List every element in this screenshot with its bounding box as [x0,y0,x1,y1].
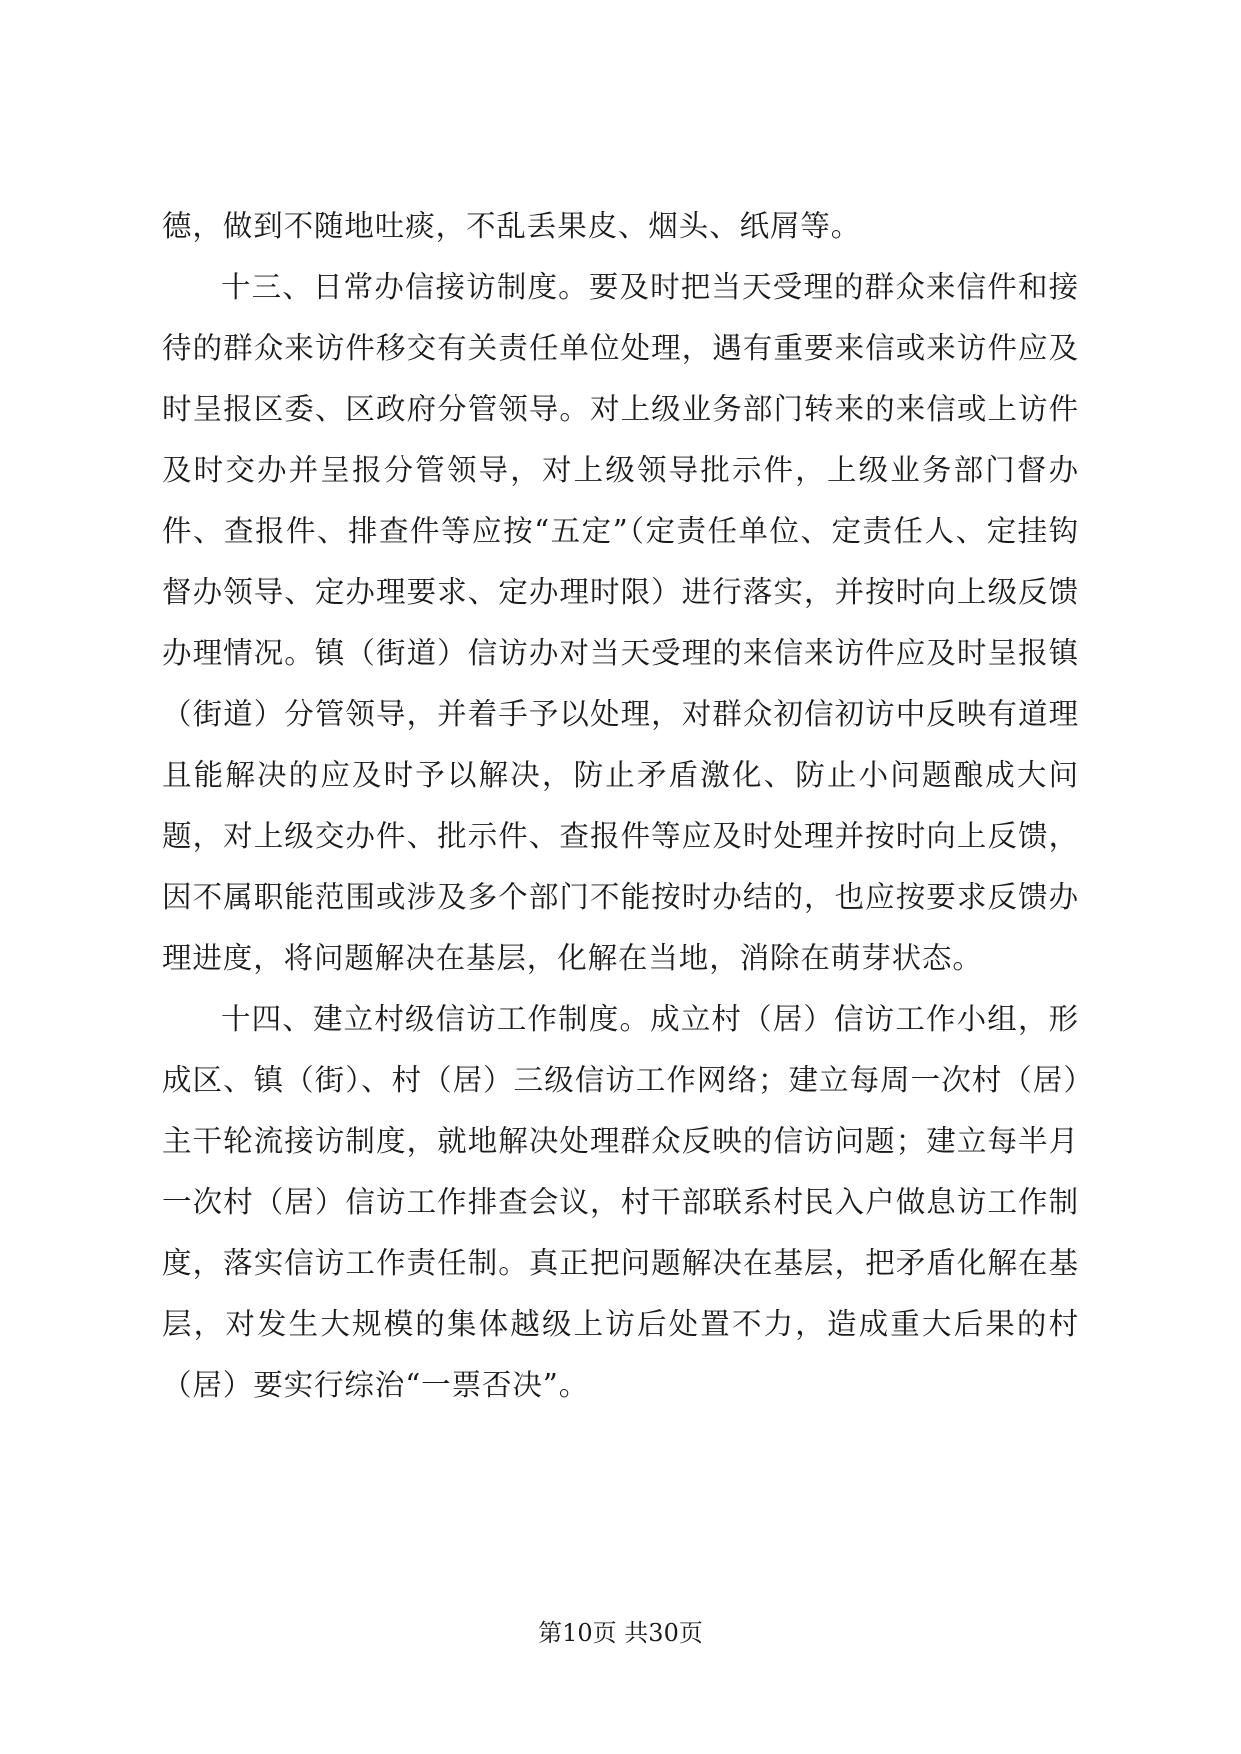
paragraph-item-13: 十三、日常办信接访制度。要及时把当天受理的群众来信件和接待的群众来访件移交有关责任单位处理，遇有重要来信或来访件应及时呈报区委、区政府分管领导。对上级业务部门转来的来信或上访件及时交办并呈报分管领导，对上级领导批示件，上级业务部门督办件、查报件、排查件等应按“五定”（定责任单位、定责任人、定挂钩督办领导、定办理要求、定办理时限）进行落实，并按时向上级反馈办理情况。镇（街道）信访办对当天受理的来信来访件应及时呈报镇（街道）分管领导，并着手予以处理，对群众初信初访中反映有道理且能解决的应及时予以解决，防止矛盾激化、防止小问题酿成大问题，对上级交办件、批示件、查报件等应及时处理并按时向上反馈，因不属职能范围或涉及多个部门不能按时办结的，也应按要求反馈办理进度，将问题解决在基层，化解在当地，消除在萌芽状态。 [162,270,1079,975]
page-number-label: 第10页 共30页 [538,1619,703,1647]
paragraph-item-14: 十四、建立村级信访工作制度。成立村（居）信访工作小组，形成区、镇（街）、村（居）三级信访工作网络；建立每周一次村（居）主干轮流接访制度，就地解决处理群众反映的信访问题；建立每半月一次村（居）信访工作排查会议，村干部联系村民入户做息访工作制度，落实信访工作责任制。真正把问题解决在基层，把矛盾化解在基层，对发生大规模的集体越级上访后处置不力，造成重大后果的村（居）要实行综治“一票否决”。 [162,1002,1079,1402]
paragraph-continuation: 德，做到不随地吐痰，不乱丢果皮、烟头、纸屑等。 [162,209,862,243]
document-body [162,196,1079,1416]
page-footer [0,1618,1241,1648]
